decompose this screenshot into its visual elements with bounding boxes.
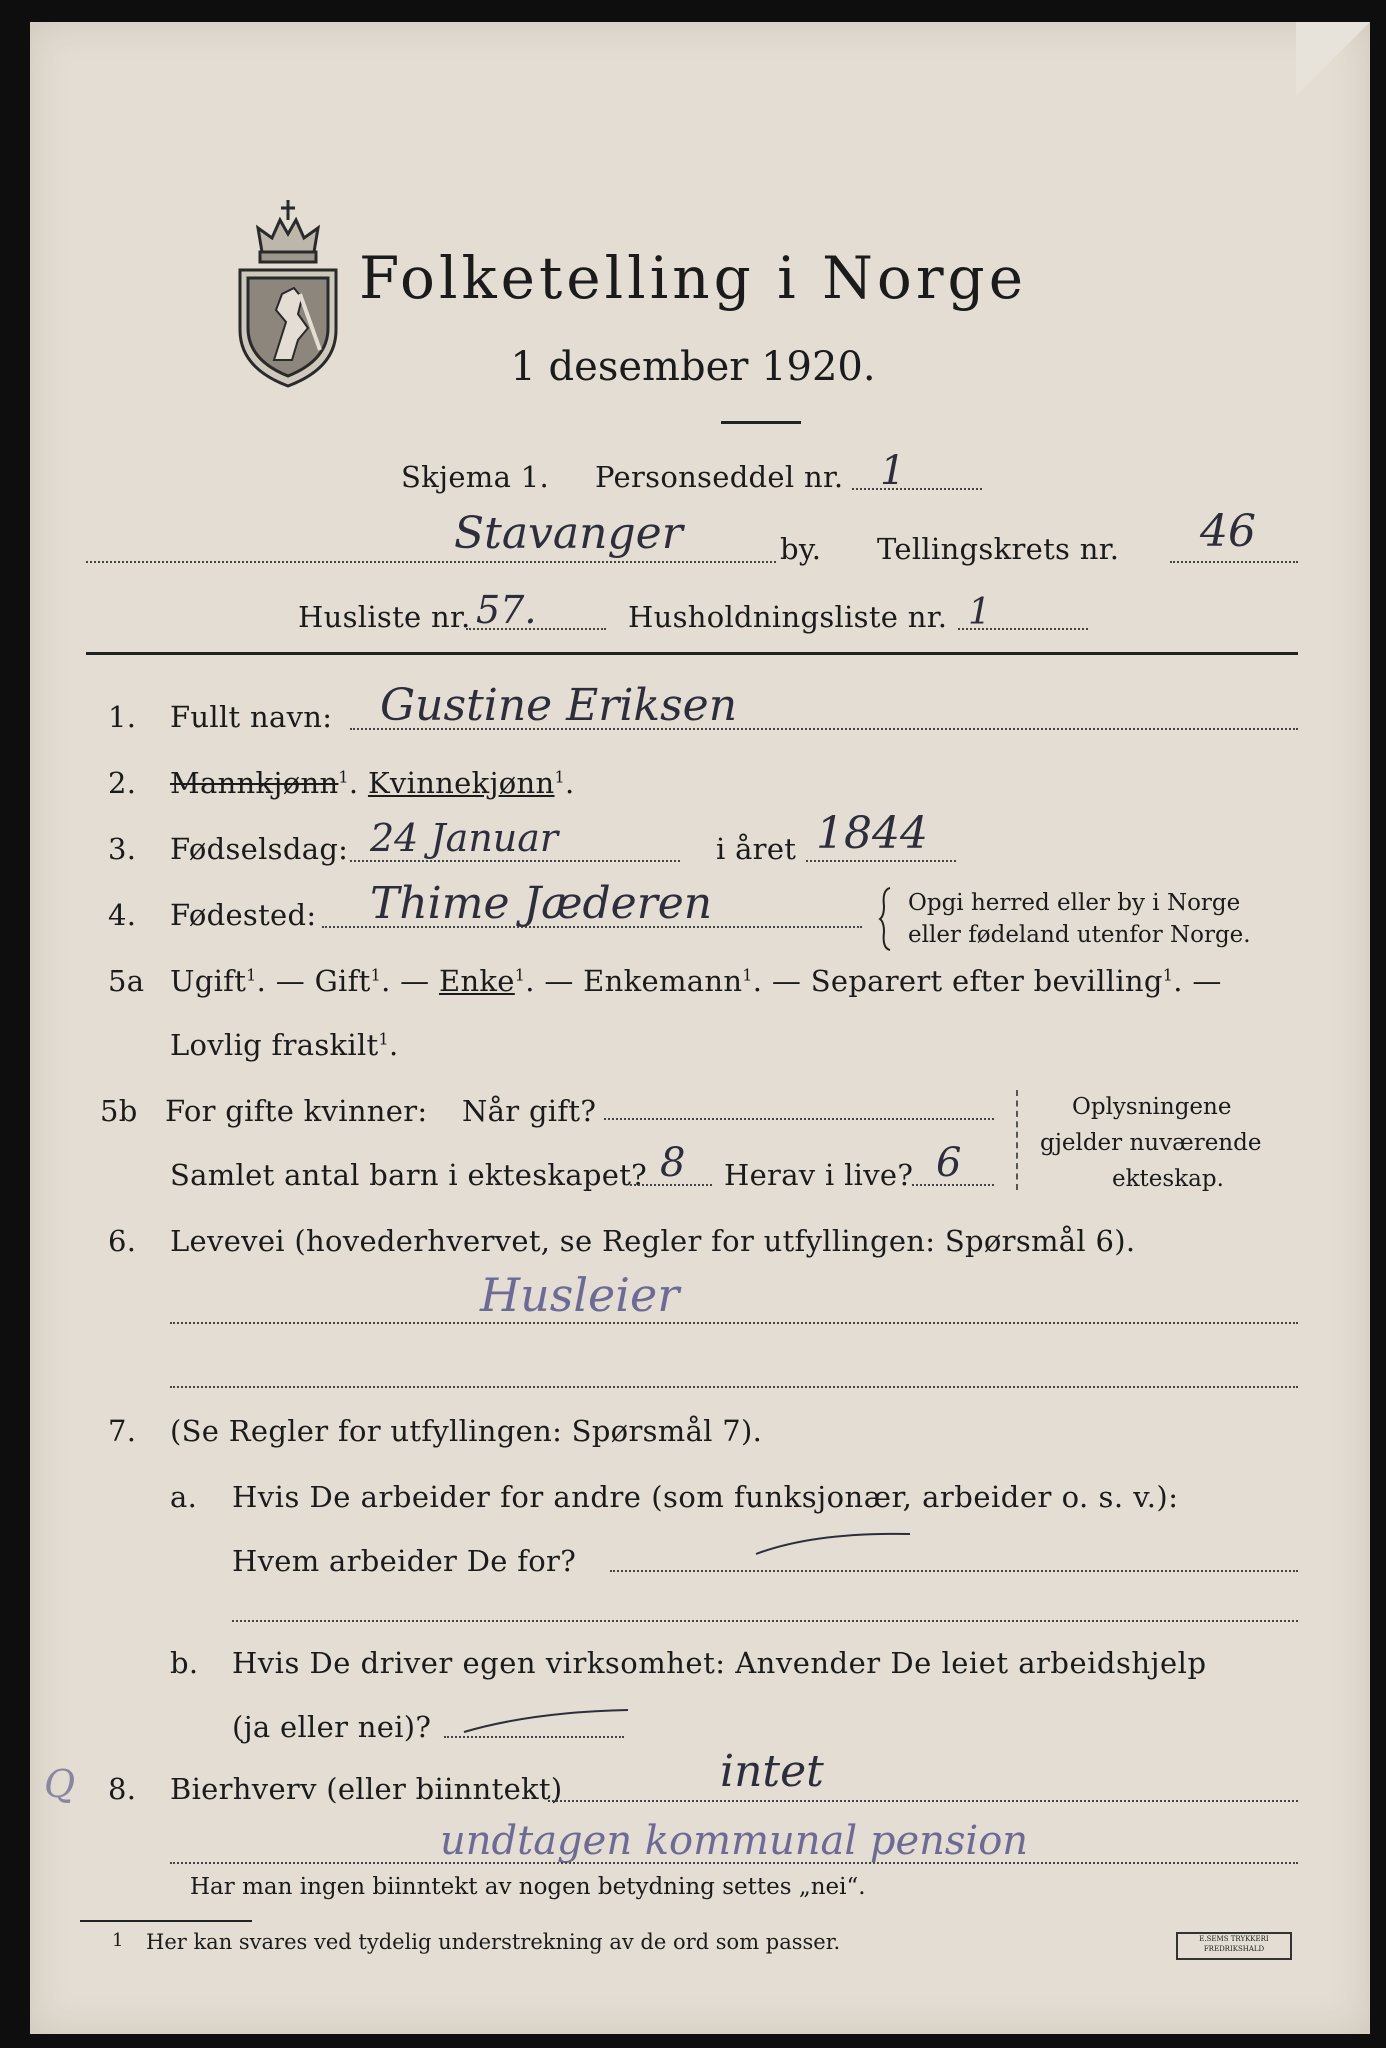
- q5a-separator: .: [388, 1028, 399, 1062]
- full-name-value: Gustine Eriksen: [380, 680, 738, 731]
- q8-number: 8.: [108, 1772, 137, 1806]
- q5a-separator: .: [752, 964, 763, 998]
- birthplace-value: Thime Jæderen: [370, 878, 713, 929]
- occupation-dotted-line-1: [170, 1322, 1298, 1324]
- q5a-separator: —: [544, 964, 574, 998]
- children-label: Samlet antal barn i ekteskapet?: [170, 1158, 647, 1192]
- q5b-note-2: gjelder nuværende: [1040, 1130, 1262, 1156]
- printer-stamp: [1176, 1932, 1292, 1960]
- option-lovlig-fraskilt: Lovlig fraskilt: [170, 1028, 379, 1062]
- q8-note: Har man ingen biinntekt av nogen betydning settes „nei“.: [190, 1874, 866, 1900]
- side-income-dotted-line: [548, 1800, 1298, 1802]
- q5a-number: 5a: [108, 964, 145, 998]
- q7a-question: Hvem arbeider De for?: [232, 1544, 577, 1578]
- margin-mark: Q: [44, 1762, 76, 1806]
- q5a-separator: .: [381, 964, 391, 998]
- occupation-dotted-line-2: [170, 1386, 1298, 1388]
- husliste-label: Husliste nr.: [298, 600, 471, 634]
- place-dotted-line: [86, 561, 776, 563]
- footnote-divider: [80, 1920, 252, 1922]
- year-dotted-line: [806, 860, 956, 862]
- q5a-separator: —: [275, 964, 306, 998]
- hired-help-dotted-line: [444, 1736, 624, 1738]
- q5a-separator: .: [525, 964, 535, 998]
- tellingskrets-label: Tellingskrets nr.: [877, 532, 1120, 566]
- birthplace-note-1: Opgi herred eller by i Norge: [908, 890, 1241, 916]
- form-date: 1 desember 1920.: [510, 344, 876, 390]
- marriage-date-label: Når gift?: [462, 1094, 597, 1128]
- q5a-separator: .: [256, 964, 267, 998]
- female-option: Kvinnekjønn: [367, 766, 555, 800]
- male-option: Mannkjønn: [170, 766, 339, 800]
- q5b-note-divider: [1016, 1090, 1018, 1190]
- living-children-value: 6: [936, 1140, 962, 1186]
- tellingskrets-value: 46: [1200, 506, 1256, 557]
- skjema-label: Skjema 1.: [401, 460, 549, 494]
- footnote-number: 1: [112, 1930, 124, 1951]
- q7-label: (Se Regler for utfyllingen: Spørsmål 7).: [170, 1414, 763, 1448]
- q6-label: Levevei (hovederhvervet, se Regler for utfyllingen: Spørsmål 6).: [170, 1224, 1136, 1258]
- option-separert: Separert efter bevilling: [810, 964, 1163, 998]
- option-enke: Enke: [438, 964, 515, 998]
- printer-stamp-line-2: FREDRIKSHALD: [1203, 1945, 1265, 1953]
- option-enkemann: Enkemann: [583, 964, 743, 998]
- option-gift: Gift: [314, 964, 371, 998]
- q6-number: 6.: [108, 1224, 137, 1258]
- q2-options: [170, 766, 575, 800]
- footnote-text: Her kan svares ved tydelig understrekning av de ord som passer.: [146, 1930, 841, 1954]
- footnote-ref: 1: [246, 965, 257, 985]
- option-lovlig-line: [170, 1028, 399, 1062]
- q2-separator: .: [564, 766, 575, 800]
- q3-label: Fødselsdag:: [170, 832, 349, 866]
- q5b-note-3: ekteskap.: [1112, 1166, 1224, 1192]
- side-income-value-2: undtagen kommunal pension: [440, 1818, 1029, 1864]
- q7b-text: Hvis De driver egen virksomhet: Anvender De leiet arbeidshjelp: [232, 1646, 1207, 1680]
- husholdningsliste-value: 1: [968, 592, 991, 633]
- tellingskrets-dotted-line: [1170, 561, 1298, 563]
- folded-corner: [1296, 22, 1370, 96]
- employer-blank-stroke: [754, 1528, 914, 1558]
- personseddel-value: 1: [880, 448, 906, 494]
- q4-number: 4.: [108, 898, 137, 932]
- footnote-ref: 1: [1162, 965, 1174, 985]
- q5a-separator: —: [1192, 964, 1222, 998]
- husliste-value: 57.: [476, 588, 537, 632]
- printer-stamp-line-1: E.SEMS TRYKKERI: [1199, 1935, 1269, 1943]
- footnote-ref: 1: [554, 767, 565, 787]
- footnote-ref: 1: [742, 965, 753, 985]
- footnote-ref: 1: [338, 767, 349, 787]
- occupation-value: Husleier: [480, 1268, 680, 1322]
- q1-label: Fullt navn:: [170, 700, 333, 734]
- children-value: 8: [660, 1140, 686, 1186]
- q7a-text: Hvis De arbeider for andre (som funksjonær, arbeider o. s. v.):: [232, 1480, 1179, 1514]
- birthday-value: 24 Januar: [370, 816, 559, 860]
- living-children-label: Herav i live?: [724, 1158, 914, 1192]
- q4-label: Fødested:: [170, 898, 317, 932]
- title-divider: [721, 421, 801, 424]
- brace-icon: [878, 886, 894, 952]
- employer-dotted-line: [610, 1570, 1298, 1572]
- q7b-question: (ja eller nei)?: [232, 1710, 432, 1744]
- q3-number: 3.: [108, 832, 137, 866]
- birth-year-value: 1844: [816, 808, 928, 859]
- q5a-separator: .: [1173, 964, 1183, 998]
- personseddel-dotted-line: [852, 488, 982, 490]
- option-ugift: Ugift: [170, 964, 247, 998]
- q8-label: Bierhverv (eller biinntekt): [170, 1772, 563, 1806]
- marital-options: [170, 964, 1222, 998]
- hired-help-blank-stroke: [462, 1706, 632, 1736]
- birthplace-note-2: eller fødeland utenfor Norge.: [908, 922, 1251, 948]
- employer-dotted-line-2: [232, 1620, 1298, 1622]
- q5b-number: 5b: [100, 1094, 138, 1128]
- q5b-note-1: Oplysningene: [1072, 1094, 1232, 1120]
- place-value: Stavanger: [454, 508, 683, 559]
- form-title: Folketelling i Norge: [358, 244, 1028, 312]
- q5a-separator: —: [400, 964, 430, 998]
- q7a-letter: a.: [170, 1480, 198, 1514]
- q2-separator: .: [348, 766, 359, 800]
- q5a-separator: —: [771, 964, 802, 998]
- place-suffix: by.: [780, 532, 822, 566]
- husholdningsliste-label: Husholdningsliste nr.: [628, 600, 948, 634]
- personseddel-label: Personseddel nr.: [595, 460, 844, 494]
- q7-number: 7.: [108, 1414, 137, 1448]
- q1-number: 1.: [108, 700, 137, 734]
- q2-number: 2.: [108, 766, 137, 800]
- q5b-label: For gifte kvinner:: [165, 1094, 428, 1128]
- footnote-ref: 1: [514, 965, 526, 985]
- birthday-dotted-line: [350, 860, 680, 862]
- marriage-date-dotted-line: [604, 1118, 994, 1120]
- side-income-value: intet: [720, 1746, 824, 1797]
- footnote-ref: 1: [370, 965, 382, 985]
- footnote-ref: 1: [378, 1029, 389, 1049]
- year-label: i året: [716, 832, 797, 866]
- section-divider: [86, 652, 1298, 655]
- side-income-dotted-line-2: [170, 1862, 1298, 1864]
- q7b-letter: b.: [170, 1646, 199, 1680]
